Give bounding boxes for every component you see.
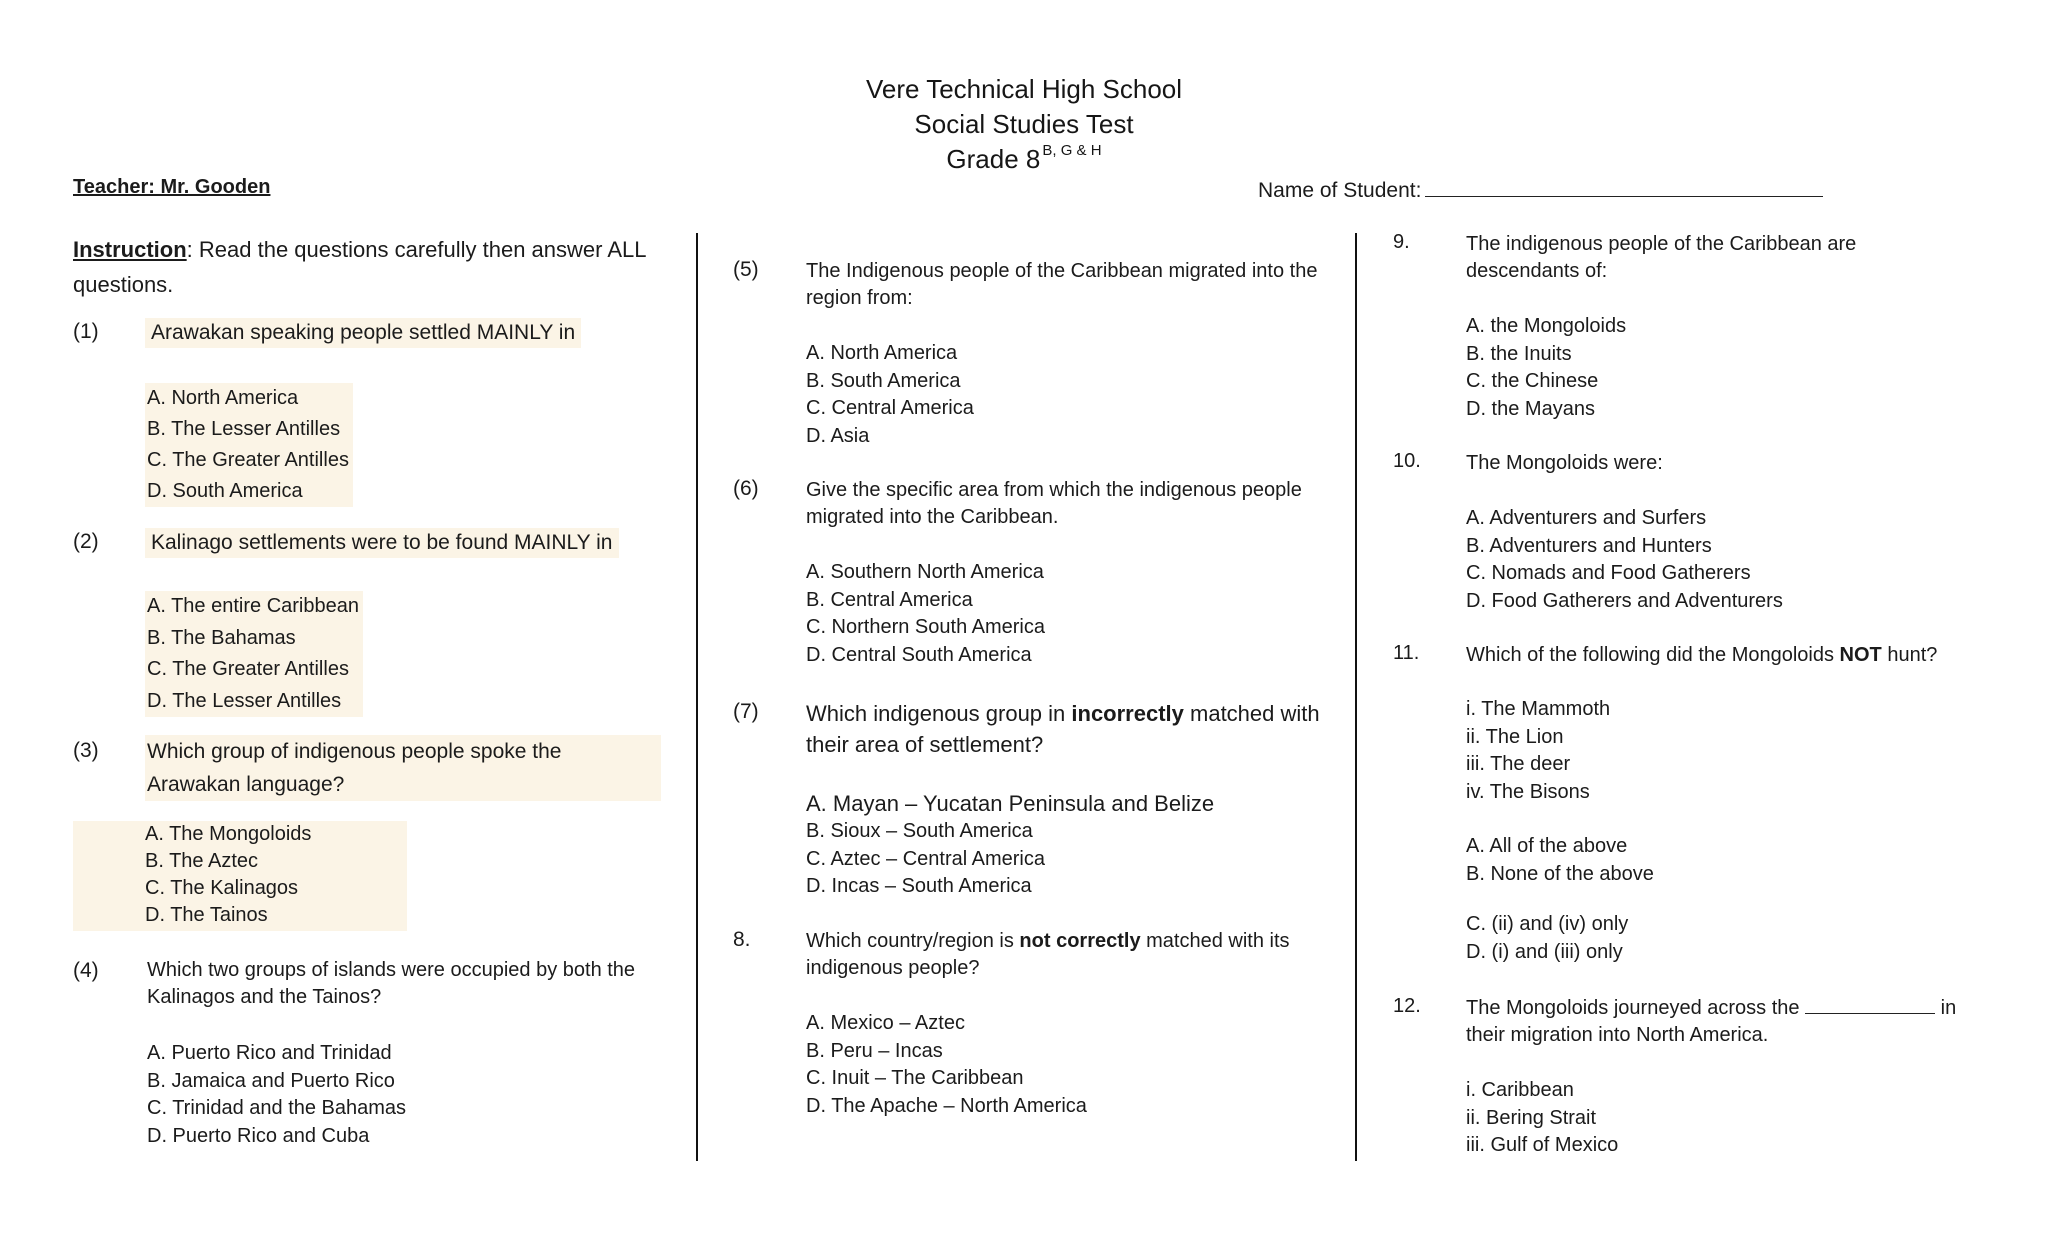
q11-option-b[interactable]: B. None of the above <box>1466 862 1654 885</box>
q7-options <box>806 818 1045 901</box>
q2-option-b[interactable]: B. The Bahamas <box>147 626 296 649</box>
q11-text-post: hunt? <box>1881 644 1938 666</box>
q7-option-b[interactable]: B. Sioux – South America <box>806 820 1033 842</box>
grade: Grade 8 <box>946 144 1041 174</box>
q8-option-c[interactable]: C. Inuit – The Caribbean <box>806 1067 1024 1089</box>
q12-text-line2: their migration into North America. <box>1466 1024 1769 1046</box>
q12-number: 12. <box>1393 995 1421 1017</box>
q8-text-bold: not correctly <box>1019 930 1141 952</box>
student-name-label: Name of Student: <box>1258 179 1422 202</box>
q3-option-d[interactable]: D. The Tainos <box>145 904 268 926</box>
q3-option-c[interactable]: C. The Kalinagos <box>145 877 299 899</box>
q1-option-b[interactable]: B. The Lesser Antilles <box>147 418 341 440</box>
q5-option-a[interactable]: A. North America <box>806 342 958 364</box>
q9-option-d[interactable]: D. the Mayans <box>1466 397 1595 420</box>
q5-option-b[interactable]: B. South America <box>806 369 961 392</box>
q4-options <box>147 1040 406 1150</box>
q11-item-i: i. The Mammoth <box>1466 698 1611 720</box>
q12-item-iii[interactable]: iii. Gulf of Mexico <box>1466 1134 1619 1156</box>
q7-option-d[interactable]: D. Incas – South America <box>806 875 1032 897</box>
q12-text <box>1466 995 1956 1022</box>
q11-options <box>1466 833 1654 888</box>
q5-options <box>806 340 974 450</box>
q8-option-a[interactable]: A. Mexico – Aztec <box>806 1012 965 1034</box>
q12-item-ii[interactable]: ii. Bering Strait <box>1466 1106 1597 1129</box>
q11-item-ii: ii. The Lion <box>1466 725 1564 748</box>
q3-number: (3) <box>73 739 99 762</box>
q1-number: (1) <box>73 320 99 343</box>
q7-option-a[interactable]: A. Mayan – Yucatan Peninsula and Belize <box>806 791 1215 816</box>
q11-option-c[interactable]: C. (ii) and (iv) only <box>1466 913 1629 935</box>
q9-options <box>1466 313 1626 423</box>
q6-option-c[interactable]: C. Northern South America <box>806 616 1045 638</box>
instruction-label: Instruction <box>73 237 187 262</box>
q6-option-d[interactable]: D. Central South America <box>806 643 1032 666</box>
q3-option-a[interactable]: A. The Mongoloids <box>145 823 312 845</box>
q4-number: (4) <box>73 959 99 982</box>
q1-option-c[interactable]: C. The Greater Antilles <box>147 449 349 471</box>
q5-option-c[interactable]: C. Central America <box>806 397 974 419</box>
q4-option-b[interactable]: B. Jamaica and Puerto Rico <box>147 1069 395 1092</box>
q9-number: 9. <box>1393 231 1410 253</box>
q6-number: (6) <box>733 477 759 500</box>
q2-option-a[interactable]: A. The entire Caribbean <box>147 595 359 617</box>
q6-option-b[interactable]: B. Central America <box>806 588 973 611</box>
q9-option-c[interactable]: C. the Chinese <box>1466 370 1599 392</box>
q4-option-d[interactable]: D. Puerto Rico and Cuba <box>147 1124 370 1147</box>
q10-option-a[interactable]: A. Adventurers and Surfers <box>1466 507 1707 529</box>
q5-text: The Indigenous people of the Caribbean migrated into the region from: <box>806 260 1318 309</box>
q7-option-c[interactable]: C. Aztec – Central America <box>806 847 1045 870</box>
q7-text-pre: Which indigenous group in <box>806 701 1072 726</box>
q10-option-d[interactable]: D. Food Gatherers and Adventurers <box>1466 589 1783 612</box>
q10-option-c[interactable]: C. Nomads and Food Gatherers <box>1466 562 1751 584</box>
q6-text: Give the specific area from which the indigenous people migrated into the Caribbean. <box>806 479 1302 528</box>
student-name-line[interactable] <box>1425 176 1823 197</box>
q11-items <box>1466 696 1610 806</box>
q7-number: (7) <box>733 700 759 723</box>
school-name: Vere Technical High School <box>865 74 1183 104</box>
q12-text-post: in <box>1940 997 1957 1019</box>
q12-answer-blank[interactable] <box>1805 995 1935 1014</box>
q8-text <box>806 928 1346 982</box>
q2-options <box>145 591 363 717</box>
q8-number: 8. <box>733 928 751 951</box>
q11-item-iii: iii. The deer <box>1466 753 1571 775</box>
student-name-field[interactable] <box>1258 176 1823 203</box>
q3-option-b[interactable]: B. The Aztec <box>145 850 259 872</box>
q5-number: (5) <box>733 258 759 281</box>
q11-option-a[interactable]: A. All of the above <box>1466 835 1628 857</box>
q1-option-a[interactable]: A. North America <box>147 387 299 409</box>
q12-item-i[interactable]: i. Caribbean <box>1466 1079 1574 1101</box>
q8-option-b[interactable]: B. Peru – Incas <box>806 1039 943 1062</box>
test-title: Social Studies Test <box>914 109 1134 139</box>
q12-items <box>1466 1077 1618 1160</box>
q11-options-2 <box>1466 911 1628 966</box>
q2-option-d[interactable]: D. The Lesser Antilles <box>147 689 342 712</box>
q4-option-c[interactable]: C. Trinidad and the Bahamas <box>147 1097 407 1119</box>
q10-options <box>1466 505 1783 615</box>
q2-text: Kalinago settlements were to be found MAINLY in <box>145 528 619 558</box>
q1-option-d[interactable]: D. South America <box>147 480 303 502</box>
column-divider-left <box>696 233 698 1161</box>
q11-text-pre: Which of the following did the Mongoloids <box>1466 644 1840 666</box>
q2-option-c[interactable]: C. The Greater Antilles <box>147 658 349 680</box>
q1-options <box>145 383 353 507</box>
q9-option-a[interactable]: A. the Mongoloids <box>1466 315 1627 337</box>
q11-option-d[interactable]: D. (i) and (iii) only <box>1466 940 1623 963</box>
q10-number: 10. <box>1393 450 1421 472</box>
grade-classes: B, G & H <box>1042 142 1102 159</box>
q7-text-post: matched with their area of settlement? <box>806 701 1320 757</box>
q5-option-d[interactable]: D. Asia <box>806 424 870 447</box>
instruction <box>73 232 673 302</box>
q3-options <box>73 821 407 931</box>
q4-option-a[interactable]: A. Puerto Rico and Trinidad <box>147 1042 392 1064</box>
q11-text <box>1466 642 1937 669</box>
q7-text-bold: incorrectly <box>1071 701 1184 726</box>
q9-text: The indigenous people of the Caribbean are descendants of: <box>1466 233 1857 282</box>
q8-text-post: matched with its indigenous people? <box>806 930 1290 979</box>
q8-text-pre: Which country/region is <box>806 930 1020 952</box>
q11-number: 11. <box>1393 642 1420 664</box>
instruction-text: : Read the questions carefully then answer ALL questions. <box>73 237 646 297</box>
q8-options <box>806 1010 1087 1120</box>
q4-text: Which two groups of islands were occupied by both the Kalinagos and the Tainos? <box>147 959 636 1008</box>
q10-text: The Mongoloids were: <box>1466 452 1663 474</box>
q1-text: Arawakan speaking people settled MAINLY in <box>145 318 581 348</box>
q11-text-bold: NOT <box>1839 644 1882 666</box>
q6-option-a[interactable]: A. Southern North America <box>806 561 1044 583</box>
q12-text-pre: The Mongoloids journeyed across the <box>1466 997 1800 1019</box>
column-divider-right <box>1355 233 1357 1161</box>
q7-text <box>806 698 1326 760</box>
q11-item-iv: iv. The Bisons <box>1466 780 1590 803</box>
grade-line <box>0 144 2048 175</box>
q8-option-d[interactable]: D. The Apache – North America <box>806 1094 1087 1117</box>
q10-option-b[interactable]: B. Adventurers and Hunters <box>1466 534 1712 557</box>
teacher-name: Teacher: Mr. Gooden <box>73 176 271 198</box>
q9-option-b[interactable]: B. the Inuits <box>1466 342 1572 365</box>
q2-number: (2) <box>73 530 99 553</box>
q6-options <box>806 559 1045 669</box>
q3-text: Which group of indigenous people spoke the Arawakan language? <box>145 735 661 801</box>
